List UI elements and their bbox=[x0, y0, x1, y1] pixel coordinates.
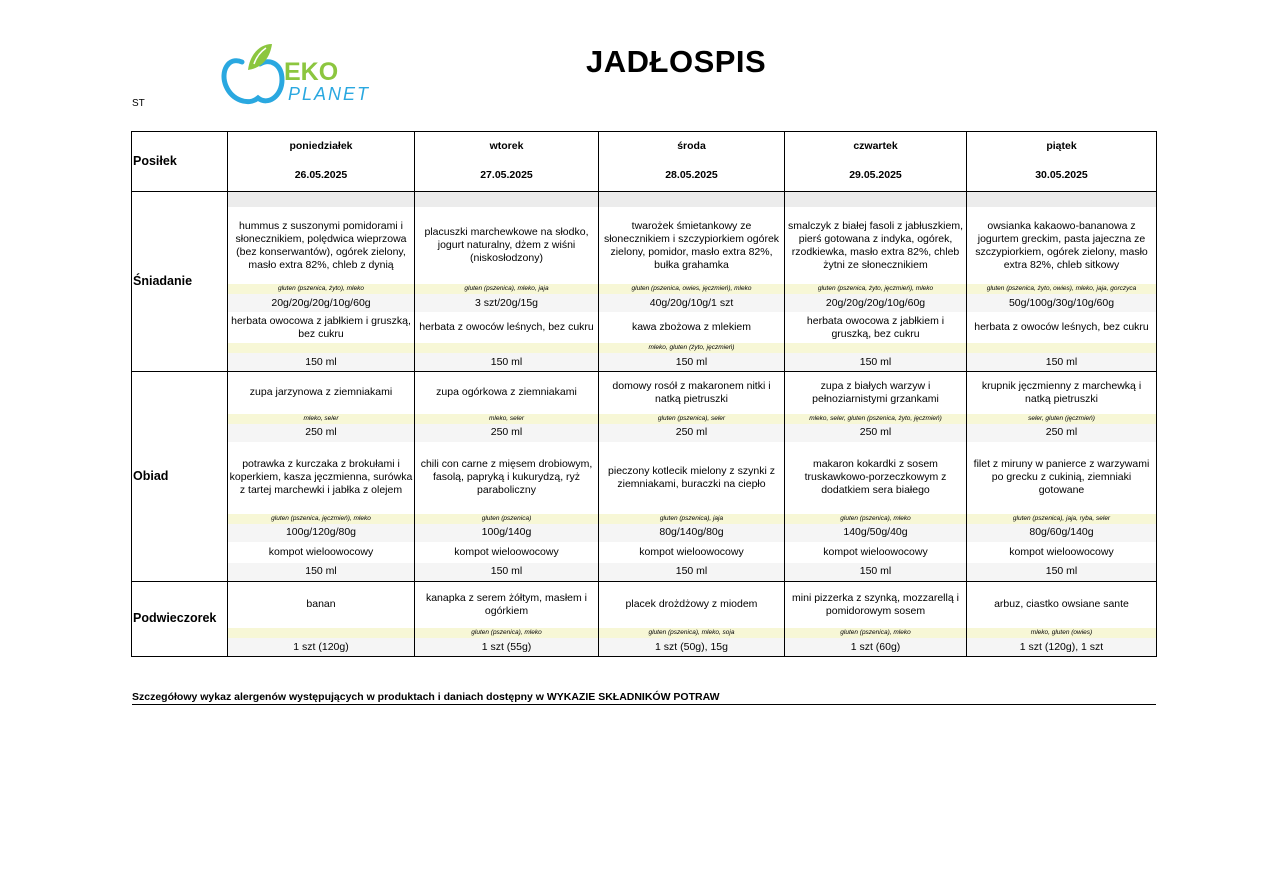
lunch-soup: zupa z białych warzyw i pełnoziarnistymi grzankami bbox=[785, 372, 967, 414]
lunch-main: potrawka z kurczaka z brokułami i koperkiem, kasza jęczmienna, surówka z tartej marchewki i jabłka z olejem bbox=[228, 442, 415, 514]
allergen-info: mleko, seler, gluten (pszenica, żyto, jęczmień) bbox=[785, 414, 967, 424]
snack-dish: kanapka z serem żółtym, masłem i ogórkiem bbox=[415, 581, 599, 628]
allergen-info: mleko, seler bbox=[228, 414, 415, 424]
lunch-soup: krupnik jęczmienny z marchewką i natką pietruszki bbox=[967, 372, 1157, 414]
day-date: 26.05.2025 bbox=[228, 160, 415, 192]
portion-size: 150 ml bbox=[967, 353, 1157, 372]
allergen-info: seler, gluten (jęczmień) bbox=[967, 414, 1157, 424]
meal-column-header: Posiłek bbox=[132, 132, 228, 192]
allergen-info: gluten (pszenica), mleko bbox=[415, 628, 599, 638]
breakfast-drink: herbata owocowa z jabłkiem i gruszką, bez cukru bbox=[785, 312, 967, 343]
portion-size: 100g/120g/80g bbox=[228, 524, 415, 542]
portion-size: 250 ml bbox=[228, 424, 415, 442]
spacer-cell bbox=[967, 192, 1157, 208]
spacer-cell bbox=[228, 192, 415, 208]
menu-table bbox=[131, 131, 1157, 657]
allergen-info bbox=[967, 343, 1157, 353]
lunch-drink: kompot wieloowocowy bbox=[599, 542, 785, 563]
allergen-info: gluten (pszenica), seler bbox=[599, 414, 785, 424]
day-date: 29.05.2025 bbox=[785, 160, 967, 192]
allergen-info: mleko, gluten (owies) bbox=[967, 628, 1157, 638]
portion-size: 80g/60g/140g bbox=[967, 524, 1157, 542]
lunch-main: makaron kokardki z sosem truskawkowo-porzeczkowym z dodatkiem sera białego bbox=[785, 442, 967, 514]
allergen-info: gluten (pszenica), mleko bbox=[785, 628, 967, 638]
portion-size: 150 ml bbox=[967, 563, 1157, 582]
portion-size: 1 szt (60g) bbox=[785, 638, 967, 657]
allergen-footnote: Szczegółowy wykaz alergenów występujących w produktach i daniach dostępny w WYKAZIE SKŁADNIKÓW POTRAW bbox=[132, 691, 1156, 705]
snack-dish: mini pizzerka z szynką, mozzarellą i pomidorowym sosem bbox=[785, 581, 967, 628]
portion-size: 250 ml bbox=[785, 424, 967, 442]
lunch-main: pieczony kotlecik mielony z szynki z ziemniakami, buraczki na ciepło bbox=[599, 442, 785, 514]
portion-size: 50g/100g/30g/10g/60g bbox=[967, 294, 1157, 312]
day-date: 30.05.2025 bbox=[967, 160, 1157, 192]
eko-planet-logo bbox=[220, 40, 390, 110]
meal-label-breakfast: Śniadanie bbox=[132, 192, 228, 372]
allergen-info: gluten (pszenica), jaja, ryba, seler bbox=[967, 514, 1157, 524]
allergen-info: gluten (pszenica, żyto, jęczmień), mleko bbox=[785, 284, 967, 294]
breakfast-dish: smalczyk z białej fasoli z jabłuszkiem, pierś gotowana z indyka, ogórek, rzodkiewka, masło extra 82%, chleb żytni ze słonecznikiem bbox=[785, 207, 967, 284]
allergen-info: mleko, seler bbox=[415, 414, 599, 424]
allergen-info bbox=[228, 628, 415, 638]
portion-size: 1 szt (120g) bbox=[228, 638, 415, 657]
portion-size: 1 szt (120g), 1 szt bbox=[967, 638, 1157, 657]
allergen-info: gluten (pszenica), mleko bbox=[785, 514, 967, 524]
spacer-cell bbox=[599, 192, 785, 208]
portion-size: 250 ml bbox=[415, 424, 599, 442]
allergen-info: gluten (pszenica), mleko, soja bbox=[599, 628, 785, 638]
allergen-info bbox=[785, 343, 967, 353]
portion-size: 1 szt (50g), 15g bbox=[599, 638, 785, 657]
portion-size: 40g/20g/10g/1 szt bbox=[599, 294, 785, 312]
allergen-info: gluten (pszenica) bbox=[415, 514, 599, 524]
snack-dish: arbuz, ciastko owsiane sante bbox=[967, 581, 1157, 628]
day-name: poniedziałek bbox=[228, 132, 415, 161]
snack-dish: banan bbox=[228, 581, 415, 628]
lunch-soup: zupa jarzynowa z ziemniakami bbox=[228, 372, 415, 414]
apple-leaf-icon bbox=[220, 40, 390, 110]
breakfast-dish: owsianka kakaowo-bananowa z jogurtem greckim, pasta jajeczna ze szczypiorkiem, ogórek zielony, masło extra 82%, chleb sitkowy bbox=[967, 207, 1157, 284]
portion-size: 150 ml bbox=[415, 563, 599, 582]
spacer-cell bbox=[415, 192, 599, 208]
allergen-info: gluten (pszenica, jęczmień), mleko bbox=[228, 514, 415, 524]
breakfast-dish: hummus z suszonymi pomidorami i słonecznikiem, polędwica wieprzowa (bez konserwantów), ogórek zielony, masło extra 82%, chleb z dynią bbox=[228, 207, 415, 284]
portion-size: 150 ml bbox=[599, 353, 785, 372]
allergen-info: gluten (pszenica), jaja bbox=[599, 514, 785, 524]
portion-size: 150 ml bbox=[228, 353, 415, 372]
day-name: piątek bbox=[967, 132, 1157, 161]
lunch-main: filet z miruny w panierce z warzywami po grecku z cukinią, ziemniaki gotowane bbox=[967, 442, 1157, 514]
lunch-drink: kompot wieloowocowy bbox=[967, 542, 1157, 563]
breakfast-drink: herbata z owoców leśnych, bez cukru bbox=[415, 312, 599, 343]
portion-size: 3 szt/20g/15g bbox=[415, 294, 599, 312]
portion-size: 250 ml bbox=[967, 424, 1157, 442]
breakfast-dish: twarożek śmietankowy ze słonecznikiem i szczypiorkiem ogórek zielony, pomidor, masło extra 82%, bułka grahamka bbox=[599, 207, 785, 284]
day-date: 27.05.2025 bbox=[415, 160, 599, 192]
lunch-drink: kompot wieloowocowy bbox=[228, 542, 415, 563]
portion-size: 150 ml bbox=[415, 353, 599, 372]
lunch-drink: kompot wieloowocowy bbox=[415, 542, 599, 563]
breakfast-dish: placuszki marchewkowe na słodko, jogurt naturalny, dżem z wiśni (niskosłodzony) bbox=[415, 207, 599, 284]
lunch-soup: domowy rosół z makaronem nitki i natką pietruszki bbox=[599, 372, 785, 414]
portion-size: 150 ml bbox=[228, 563, 415, 582]
page-title: JADŁOSPIS bbox=[586, 44, 767, 79]
breakfast-drink: herbata owocowa z jabłkiem i gruszką, bez cukru bbox=[228, 312, 415, 343]
day-name: wtorek bbox=[415, 132, 599, 161]
svg-text:EKO: EKO bbox=[284, 58, 339, 86]
day-name: czwartek bbox=[785, 132, 967, 161]
portion-size: 1 szt (55g) bbox=[415, 638, 599, 657]
portion-size: 100g/140g bbox=[415, 524, 599, 542]
portion-size: 80g/140g/80g bbox=[599, 524, 785, 542]
portion-size: 250 ml bbox=[599, 424, 785, 442]
allergen-info: gluten (pszenica, żyto, owies), mleko, jaja, gorczyca bbox=[967, 284, 1157, 294]
allergen-info bbox=[228, 343, 415, 353]
snack-dish: placek drożdżowy z miodem bbox=[599, 581, 785, 628]
spacer-cell bbox=[785, 192, 967, 208]
meal-label-lunch: Obiad bbox=[132, 372, 228, 582]
lunch-main: chili con carne z mięsem drobiowym, fasolą, papryką i kukurydzą, ryż paraboliczny bbox=[415, 442, 599, 514]
portion-size: 140g/50g/40g bbox=[785, 524, 967, 542]
allergen-info: mleko, gluten (żyto, jęczmień) bbox=[599, 343, 785, 353]
portion-size: 20g/20g/20g/10g/60g bbox=[228, 294, 415, 312]
lunch-drink: kompot wieloowocowy bbox=[785, 542, 967, 563]
day-name: środa bbox=[599, 132, 785, 161]
portion-size: 20g/20g/20g/10g/60g bbox=[785, 294, 967, 312]
svg-text:PLANET: PLANET bbox=[288, 84, 371, 104]
portion-size: 150 ml bbox=[785, 563, 967, 582]
portion-size: 150 ml bbox=[785, 353, 967, 372]
day-date: 28.05.2025 bbox=[599, 160, 785, 192]
allergen-info bbox=[415, 343, 599, 353]
allergen-info: gluten (pszenica), mleko, jaja bbox=[415, 284, 599, 294]
breakfast-drink: herbata z owoców leśnych, bez cukru bbox=[967, 312, 1157, 343]
allergen-info: gluten (pszenica, owies, jęczmień), mleko bbox=[599, 284, 785, 294]
portion-size: 150 ml bbox=[599, 563, 785, 582]
lunch-soup: zupa ogórkowa z ziemniakami bbox=[415, 372, 599, 414]
menu-code: ST bbox=[132, 98, 145, 109]
allergen-info: gluten (pszenica, żyto), mleko bbox=[228, 284, 415, 294]
breakfast-drink: kawa zbożowa z mlekiem bbox=[599, 312, 785, 343]
meal-label-snack: Podwieczorek bbox=[132, 581, 228, 657]
